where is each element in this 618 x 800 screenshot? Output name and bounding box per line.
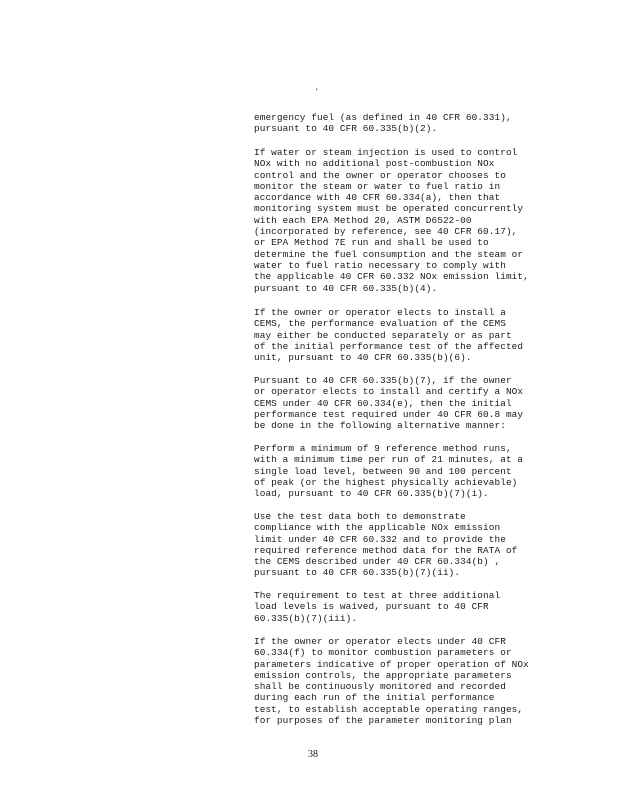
text-line: of the initial performance test of the affected <box>254 340 524 352</box>
text-line: parameters indicative of proper operation of NOx <box>254 658 529 670</box>
text-line: determine the fuel consumption and the steam or <box>254 248 524 260</box>
text-line: control and the owner or operator chooses to <box>254 169 506 181</box>
text-line: If water or steam injection is used to control <box>254 147 518 158</box>
text-line: pursuant to 40 CFR 60.335(b)(2). <box>254 123 438 135</box>
text-line: If the owner or operator elects to install a <box>254 307 506 318</box>
paragraph-6 <box>254 511 554 579</box>
text-line: load, pursuant to 40 CFR 60.335(b)(7)(i). <box>254 488 489 500</box>
text-line: load levels is waived, pursuant to 40 CFR <box>254 601 489 613</box>
page-number: 38 <box>308 749 318 760</box>
text-line: shall be continuously monitored and recorded <box>254 681 506 693</box>
text-line: required reference method data for the RATA of <box>254 544 518 556</box>
page-number-row <box>0 749 618 760</box>
text-line: pursuant to 40 CFR 60.335(b)(4). <box>254 282 438 294</box>
text-line: may either be conducted separately or as part <box>254 329 512 341</box>
text-line: accordance with 40 CFR 60.334(a), then that <box>254 192 501 204</box>
text-line: limit under 40 CFR 60.332 and to provide the <box>254 533 506 545</box>
text-line: unit, pursuant to 40 CFR 60.335(b)(6). <box>254 352 472 364</box>
text-line: water to fuel ratio necessary to comply with <box>254 259 506 271</box>
text-line: emergency fuel (as defined in 40 CFR 60.331), <box>254 112 512 123</box>
text-line: Perform a minimum of 9 reference method runs, <box>254 443 512 454</box>
text-line: Pursuant to 40 CFR 60.335(b)(7), if the owner <box>254 375 512 386</box>
paragraph-2 <box>254 147 554 294</box>
text-line: 60.335(b)(7)(iii). <box>254 612 358 624</box>
text-line: If the owner or operator elects under 40 CFR <box>254 636 506 647</box>
text-line: Use the test data both to demonstrate <box>254 511 466 522</box>
paragraph-4 <box>254 375 554 431</box>
text-line: during each run of the initial performance <box>254 692 495 704</box>
paragraph-8 <box>254 636 554 726</box>
text-line: single load level, between 90 and 100 percent <box>254 465 512 477</box>
text-line: or operator elects to install and certify a NOx <box>254 386 524 398</box>
text-line: CEMS under 40 CFR 60.334(e), then the initial <box>254 397 512 409</box>
text-line: pursuant to 40 CFR 60.335(b)(7)(ii). <box>254 567 461 579</box>
text-line: performance test required under 40 CFR 60.8 may <box>254 408 524 420</box>
text-line: monitoring system must be operated concurrently <box>254 203 524 215</box>
text-line: with a minimum time per run of 21 minutes, at a <box>254 454 524 466</box>
text-line: (incorporated by reference, see 40 CFR 60.17), <box>254 226 518 238</box>
text-line: monitor the steam or water to fuel ratio in <box>254 180 501 192</box>
text-line: for purposes of the parameter monitoring plan <box>254 715 512 727</box>
paragraph-7 <box>254 590 554 624</box>
text-line: be done in the following alternative manner: <box>254 420 506 432</box>
text-line: NOx with no additional post-combustion NOx <box>254 158 495 170</box>
text-line: 60.334(f) to monitor combustion parameters or <box>254 647 512 659</box>
top-mark: . <box>314 83 320 93</box>
text-line: or EPA Method 7E run and shall be used to <box>254 237 489 249</box>
text-line: The requirement to test at three additional <box>254 590 501 601</box>
paragraph-1 <box>254 112 554 135</box>
text-line: test, to establish acceptable operating ranges, <box>254 703 524 715</box>
paragraph-5 <box>254 443 554 499</box>
text-line: CEMS, the performance evaluation of the CEMS <box>254 318 506 330</box>
text-line: the applicable 40 CFR 60.332 NOx emission limit, <box>254 271 529 283</box>
text-line: emission controls, the appropriate parameters <box>254 669 512 681</box>
paragraph-3 <box>254 307 554 363</box>
text-line: the CEMS described under 40 CFR 60.334(b) , <box>254 556 501 568</box>
text-line: of peak (or the highest physically achievable) <box>254 476 518 488</box>
text-line: compliance with the applicable NOx emission <box>254 522 501 534</box>
text-line: with each EPA Method 20, ASTM D6522-00 <box>254 214 472 226</box>
